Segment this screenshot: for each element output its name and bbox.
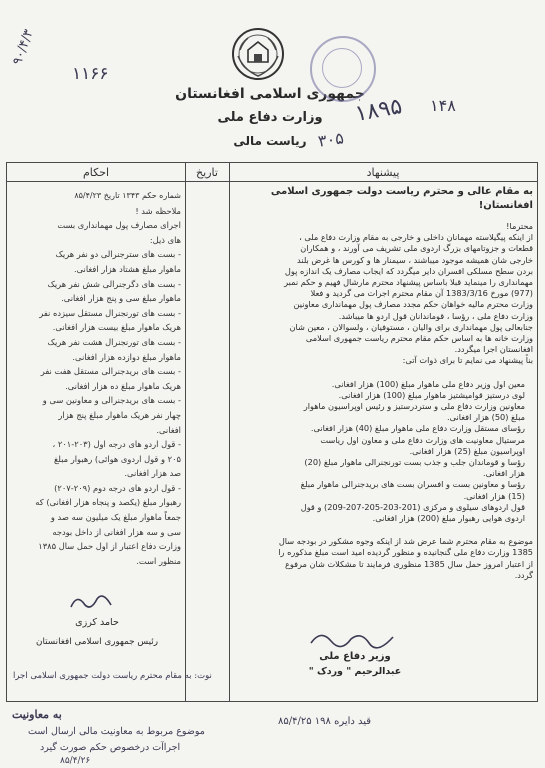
text-line: بردن سطح مسلکی افسران دایر میگردد که ایجاب مصارف یک اندازه پول [284, 265, 533, 276]
decree-line: - بست های دگرجنرالی شش نفر هریک [47, 278, 181, 289]
list-item: مرستیال معاونیت های وزارت دفاع ملی و معاون اول ریاست [320, 434, 525, 445]
text-line: 1385 وزارت دفاع ملی گنجانیده و منظور گردیده امید است مبلغ مذکوره را [278, 547, 533, 558]
column-header-date: تاریخ [196, 166, 218, 179]
document-table [6, 162, 538, 702]
decree-line: چهار نفر هریک ماهوار مبلغ پنج هزار [58, 409, 181, 420]
handwritten-note-line: ۸۵/۴/۲۶ [60, 756, 91, 766]
decree-line: ماهوار مبلغ سی و پنج هزار افغانی. [61, 293, 181, 304]
text-line: افغانستان اجرا میگردد. [454, 344, 533, 355]
president-name: حامد کرزی [75, 617, 119, 628]
president-signature-scribble [67, 591, 117, 617]
list-item: معین اول وزیر دفاع ملی ماهوار مبلغ (100) هزار افغانی. [331, 378, 525, 389]
text-line: مهمانداری را مینماید قبلا باساس پیشنهاد محترم مارشال فهیم و حکم نمبر [284, 277, 533, 288]
text-line: (977) مورخ 1383/3/16 آن مقام محترم اجرات می گردید و فعلا [310, 288, 533, 299]
proposal-paragraph1 [233, 232, 533, 366]
president-title: رئیس جمهوری اسلامی افغانستان [36, 637, 158, 647]
handwritten-registry: قید دایره ۱۹۸ ۸۵/۴/۲۵ [278, 716, 372, 727]
handwritten-number-topright: ۱۴۸ [430, 96, 456, 115]
header-country: جمهوری اسلامی افغانستان [175, 86, 365, 102]
handwritten-number-center: ۱۸۹۵ [353, 94, 405, 127]
text-line: از اینکه پیگیلاسته مهمانان داخلی و خارجی به مقام وزارت دفاع ملی ، [299, 232, 533, 243]
column-header-decree: احکام [82, 166, 110, 179]
list-item: رؤسای مستقل وزارت دفاع ملی ماهوار مبلغ (40) هزار افغانی. [310, 423, 525, 434]
column-header-proposal: پیشنهاد [366, 166, 400, 179]
list-item: هزار افغانی. [482, 468, 525, 479]
handwritten-note: نوت: به مقام محترم ریاست دولت جمهوری اسلامی اجرا [13, 671, 212, 681]
text-line: از اعتبار امروز حمل سال 1385 منظوری فرمایند تا مشکلات شان مرفوع [284, 558, 533, 569]
text-line: موضوع به مقام محترم شما عرض شد از اینکه وجوه مشکور در بودجه سال [278, 536, 533, 547]
decree-line: اجرای مصارف پول مهمانداری بست [57, 220, 181, 231]
decree-line: - بست های سترجنرالی دو نفر هریک [55, 249, 181, 260]
list-item: (15) هزار افغانی. [463, 490, 525, 501]
list-item: معاونین وزارت دفاع ملی و ستردرستیز و رئیس اوپراسیون ماهوار [303, 401, 525, 412]
decree-line: - بست های بریدجنرالی و معاونین سی و [42, 395, 181, 406]
decree-line: - بست های بریدجنرالی مستقل هفت نفر [40, 366, 181, 377]
decree-line: افغانی. [156, 424, 181, 435]
decree-line: صد هزار افغانی. [124, 468, 181, 479]
decree-line: ملاحظه شد ! [135, 205, 181, 216]
decree-line: - قول اردو های درجه اول (۲۰۳-۲۰۱ ، [52, 439, 181, 450]
text-line: گردد. [514, 569, 533, 580]
decree-line: سی و سه هزار افغانی از داخل بودجه [52, 526, 181, 537]
header-department: ریاست مالی [233, 134, 307, 148]
handwritten-note-title: به معاونیت [12, 708, 62, 721]
emblem-logo [230, 26, 286, 82]
text-line: قطعات و جزوتامهای بزرگ اردوی ملی تشریف می آورند ، و همکاران [300, 243, 533, 254]
handwritten-number-header: ۳۰۵ [316, 128, 345, 151]
text-line: خارجی شان همیشه موجود میباشند ، سیمنار ها و کورس ها غرض بلند [297, 254, 533, 265]
decree-line: ۲۰۵ و قول اردوی هوائی) رهبوار مبلغ [53, 453, 181, 464]
proposal-paragraph2 [233, 536, 533, 581]
minister-title: وزیر دفاع ملی [319, 651, 391, 662]
header-ministry: وزارت دفاع ملی [217, 110, 323, 125]
handwritten-number-topleft: ۱۱۶۶ [72, 64, 109, 84]
proposal-text [233, 185, 533, 581]
handwritten-note-line: موضوع مربوط به معاونیت مالی ارسال است [28, 726, 205, 737]
list-item: رؤسا و قوماندان جلب و جذب بست تورنجنرالی ماهوار مبلغ (20) [304, 457, 525, 468]
list-item: قول اردوهای سیلوی و مرکزی (201-203-205-207-209) و قول [300, 501, 525, 512]
decree-ref-number: شماره حکم ۱۳۴۳ تاریخ ۸۵/۴/۲۳ [74, 191, 181, 200]
list-item: اردوی هوایی رهبوار مبلغ (200) هزار افغانی. [372, 513, 525, 524]
decree-line: هریک ماهوار مبلغ بیست هزار افغانی. [52, 322, 181, 333]
list-item: رؤسا و معاونین بست و افسران بست های بریدجنرالی ماهوار مبلغ [300, 479, 525, 490]
list-item: لوی درستیز قوامیشتیز ماهوار مبلغ (100) هزار افغانی. [338, 389, 525, 400]
column-divider [229, 163, 230, 701]
decree-line: - قول اردو های درجه دوم (۲۰۹-۲۰۷) [54, 482, 181, 493]
column-divider [185, 163, 186, 701]
decree-line: - بست های تورنجنرال هشت نفر هریک [47, 336, 181, 347]
decree-line: ماهوار مبلغ هشتاد هزار افغانی. [73, 263, 181, 274]
proposal-greeting: محترما! [506, 221, 533, 231]
stamp-seal-inner [322, 48, 362, 88]
proposal-items [233, 379, 533, 525]
header-row-divider [7, 181, 537, 182]
text-line: وزارت خانه ها به اساس حکم مقام محترم ریاست جمهوری اسلامی [305, 333, 533, 344]
list-item: اوپراسیون مبلغ (25) هزار افغانی. [409, 445, 525, 456]
decree-line: هریک ماهوار مبلغ ده هزار افغانی. [65, 380, 181, 391]
decree-line: وزارت دفاع اعتبار از اول حمل سال ۱۳۸۵ [38, 541, 181, 552]
decree-line: رهبوار مبلغ (یکصد و پنجاه هزار افغانی) که [35, 497, 181, 508]
text-line: جنابعالی پول مهمانداری برای والیان ، مستوفیان ، ولسوالان ، معین شان [289, 321, 533, 332]
minister-name: عبدالرحیم " وردک " [308, 666, 402, 677]
proposal-salutation: به مقام عالی و محترم ریاست دولت جمهوری اسلامی افغانستان! [270, 186, 533, 211]
decree-line: های ذیل: [149, 234, 181, 245]
text-line: وزارت محترم مالیه خواهان حکم مجدد مصارف پول مهمانداری معاونین [293, 299, 533, 310]
decree-line: ماهوار مبلغ دوازده هزار افغانی. [72, 351, 181, 362]
decree-text [11, 189, 181, 568]
decree-line: جمعاً ماهوار مبلغ یک میلیون سه صد و [50, 512, 181, 523]
list-item: مبلغ (50) هزار افغانی. [447, 412, 525, 423]
decree-line: - بست های تورنجنرال مستقل سیزده نفر [39, 307, 181, 318]
decree-line: منظور است. [136, 555, 181, 566]
text-line: وزارت دفاع ملی ، رؤسا ، قوماندانان قول اردو ها میباشد. [338, 310, 533, 321]
handwritten-note-line: اجراآت درخصوص حکم صورت گیرد [40, 742, 181, 753]
handwritten-date-topleft: ۹۰/۴/۳ [10, 27, 37, 68]
text-line: بناً پیشنهاد می نمایم تا برای ذوات آتی: [402, 355, 533, 366]
